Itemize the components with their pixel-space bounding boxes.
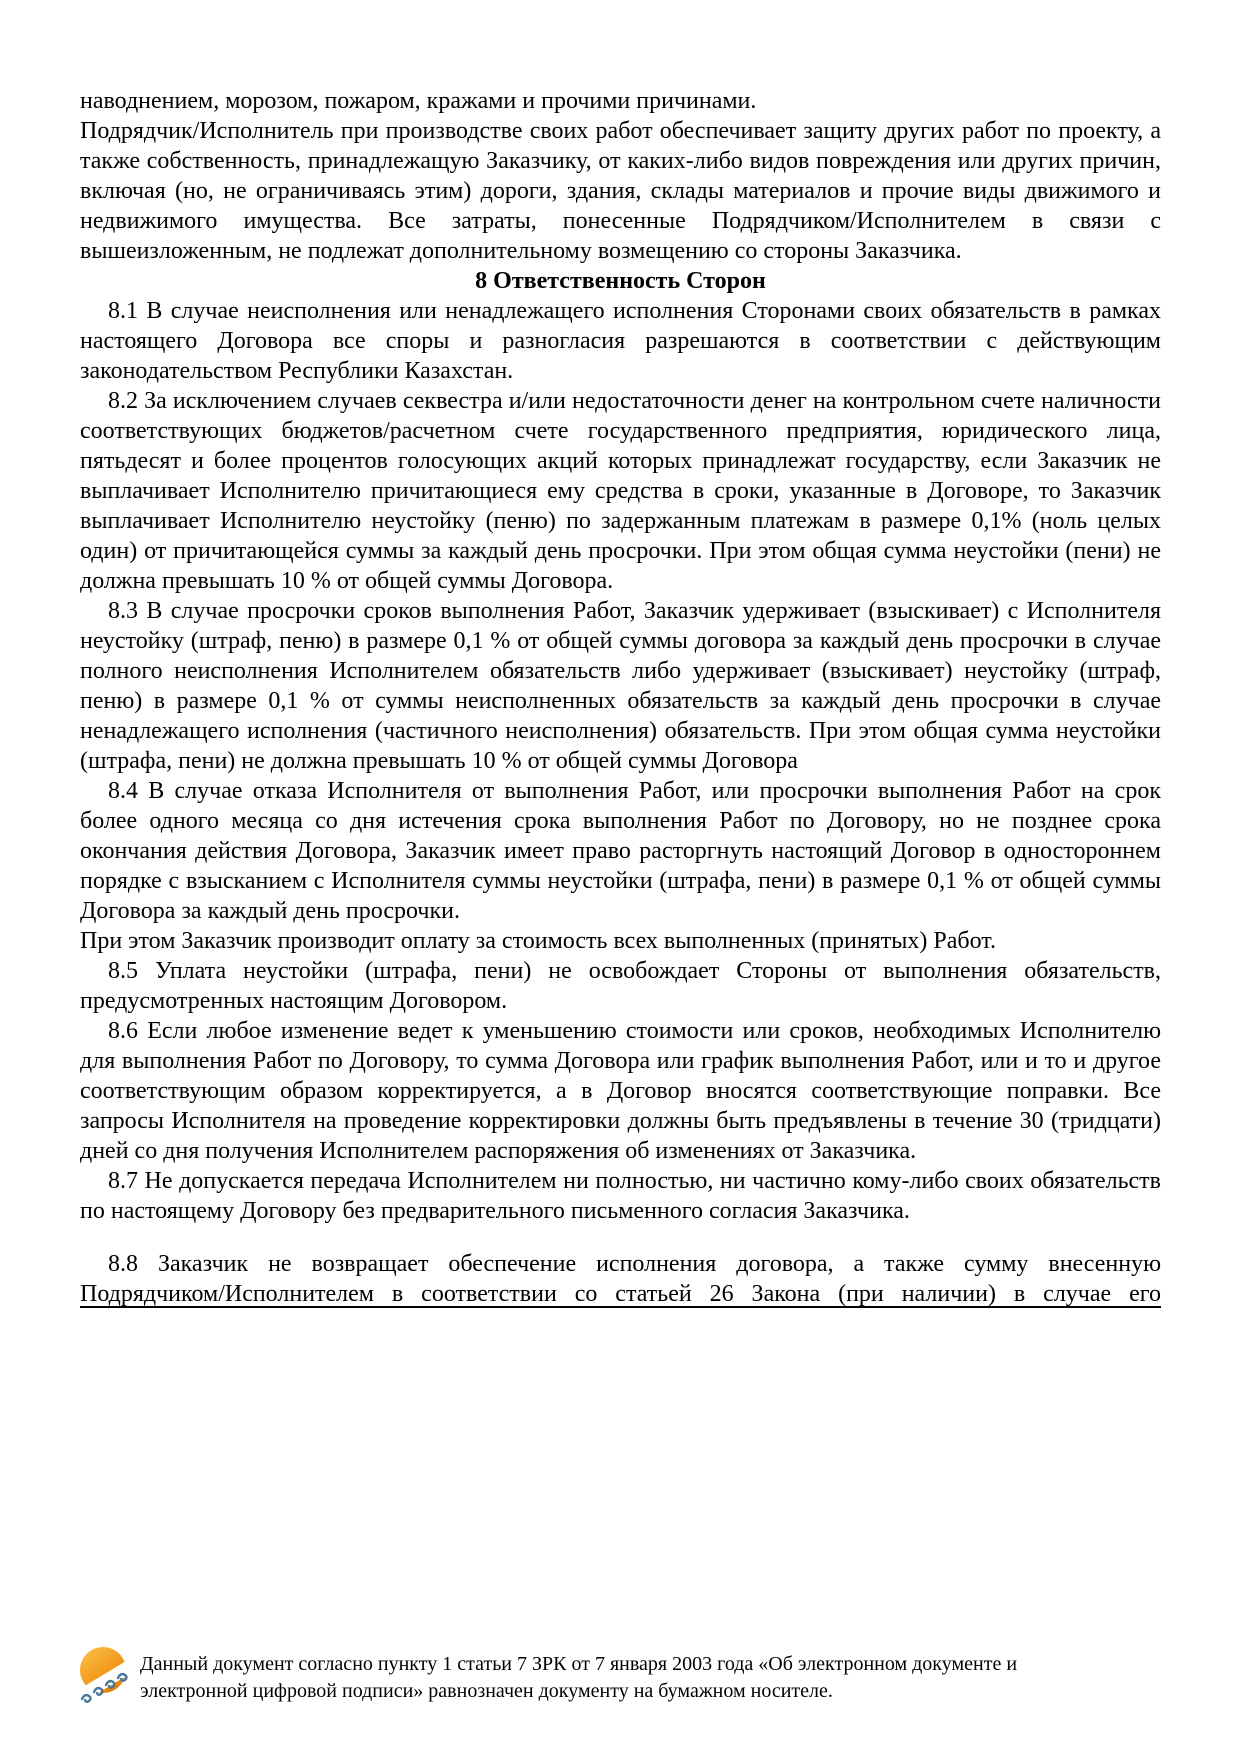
clause-8-4-note: При этом Заказчик производит оплату за стоимость всех выполненных (принятых) Работ. — [80, 928, 996, 954]
intro-paragraph: Подрядчик/Исполнитель при производстве своих работ обеспечивает защиту других работ по проекту, а также собственность, принадлежащую Заказчику, от каких-либо видов повреждения или других причин, включая (но, не ограничиваясь этим) дороги, здания, склады материалов и прочие виды движимого и недвижимого имущества. Все затраты, понесенные Подрядчиком/Исполнителем в связи с вышеизложенным, не подлежат дополнительному возмещению со стороны Заказчика. — [80, 118, 1161, 264]
clause-8-7: 8.7 Не допускается передача Исполнителем ни полностью, ни частично кому-либо своих обязательств по настоящему Договору без предварительного письменного согласия Заказчика. — [80, 1168, 1161, 1224]
footer-note: Данный документ согласно пункту 1 статьи 7 ЗРК от 7 января 2003 года «Об электронном документе и электронной цифровой подписи» равнозначен документу на бумажном носителе. — [140, 1653, 1018, 1702]
continued-paragraph-line: наводнением, морозом, пожаром, кражами и прочими причинами. — [80, 88, 757, 114]
egov-stamp-icon — [78, 1646, 130, 1709]
clause-8-8-line2-underlined: Подрядчиком/Исполнителем в соответствии со статьей 26 Закона (при наличии) в случае его — [80, 1281, 1161, 1307]
clause-8-3: 8.3 В случае просрочки сроков выполнения Работ, Заказчик удерживает (взыскивает) с Исполнителя неустойку (штраф, пеню) в размере 0,1 % от общей суммы договора за каждый день просрочки в случае полного неисполнения Исполнителем обязательств либо удерживает (взыскивает) неустойку (штраф, пеню) в размере 0,1 % от суммы неисполненных обязательств за каждый день просрочки в случае ненадлежащего исполнения (частичного неисполнения) обязательств. При этом общая сумма неустойки (штрафа, пени) не должна превышать 10 % от общей суммы Договора — [80, 598, 1161, 774]
clause-8-2: 8.2 За исключением случаев секвестра и/или недостаточности денег на контрольном счете наличности соответствующих бюджетов/расчетном счете государственного предприятия, юридического лица, пятьдесят и более процентов голосующих акций которых принадлежат государству, если Заказчик не выплачивает Исполнителю причитающиеся ему средства в сроки, указанные в Договоре, то Заказчик выплачивает Исполнителю неустойку (пеню) по задержанным платежам в размере 0,1% (ноль целых один) от причитающейся суммы за каждый день просрочки. При этом общая сумма неустойки (пени) не должна превышать 10 % от общей суммы Договора. — [80, 388, 1161, 594]
document-page — [80, 86, 1161, 1309]
clause-8-1: 8.1 В случае неисполнения или ненадлежащего исполнения Сторонами своих обязательств в рамках настоящего Договора все споры и разногласия разрешаются в соответствии с действующим законодательством Республики Казахстан. — [80, 298, 1161, 384]
clause-8-6: 8.6 Если любое изменение ведет к уменьшению стоимости или сроков, необходимых Исполнителю для выполнения Работ по Договору, то сумма Договора или график выполнения Работ, или и то и другое соответствующим образом корректируется, а в Договор вносятся соответствующие поправки. Все запросы Исполнителя на проведение корректировки должны быть предъявлены в течение 30 (тридцати) дней со дня получения Исполнителем распоряжения об изменениях от Заказчика. — [80, 1018, 1161, 1164]
clause-8-4: 8.4 В случае отказа Исполнителя от выполнения Работ, или просрочки выполнения Работ на срок более одного месяца со дня истечения срока выполнения Работ по Договору, но не позднее срока окончания действия Договора, Заказчик имеет право расторгнуть настоящий Договор в одностороннем порядке с взысканием с Исполнителя суммы неустойки (штрафа, пени) в размере 0,1 % от общей суммы Договора за каждый день просрочки. — [80, 778, 1161, 924]
clause-8-8-line1: 8.8 Заказчик не возвращает обеспечение исполнения договора, а также сумму внесенную — [108, 1251, 1161, 1277]
footer — [78, 1646, 1020, 1709]
clause-8-5: 8.5 Уплата неустойки (штрафа, пени) не освобождает Стороны от выполнения обязательств, предусмотренных настоящим Договором. — [80, 958, 1161, 1014]
section-heading: 8 Ответственность Сторон — [475, 268, 766, 294]
